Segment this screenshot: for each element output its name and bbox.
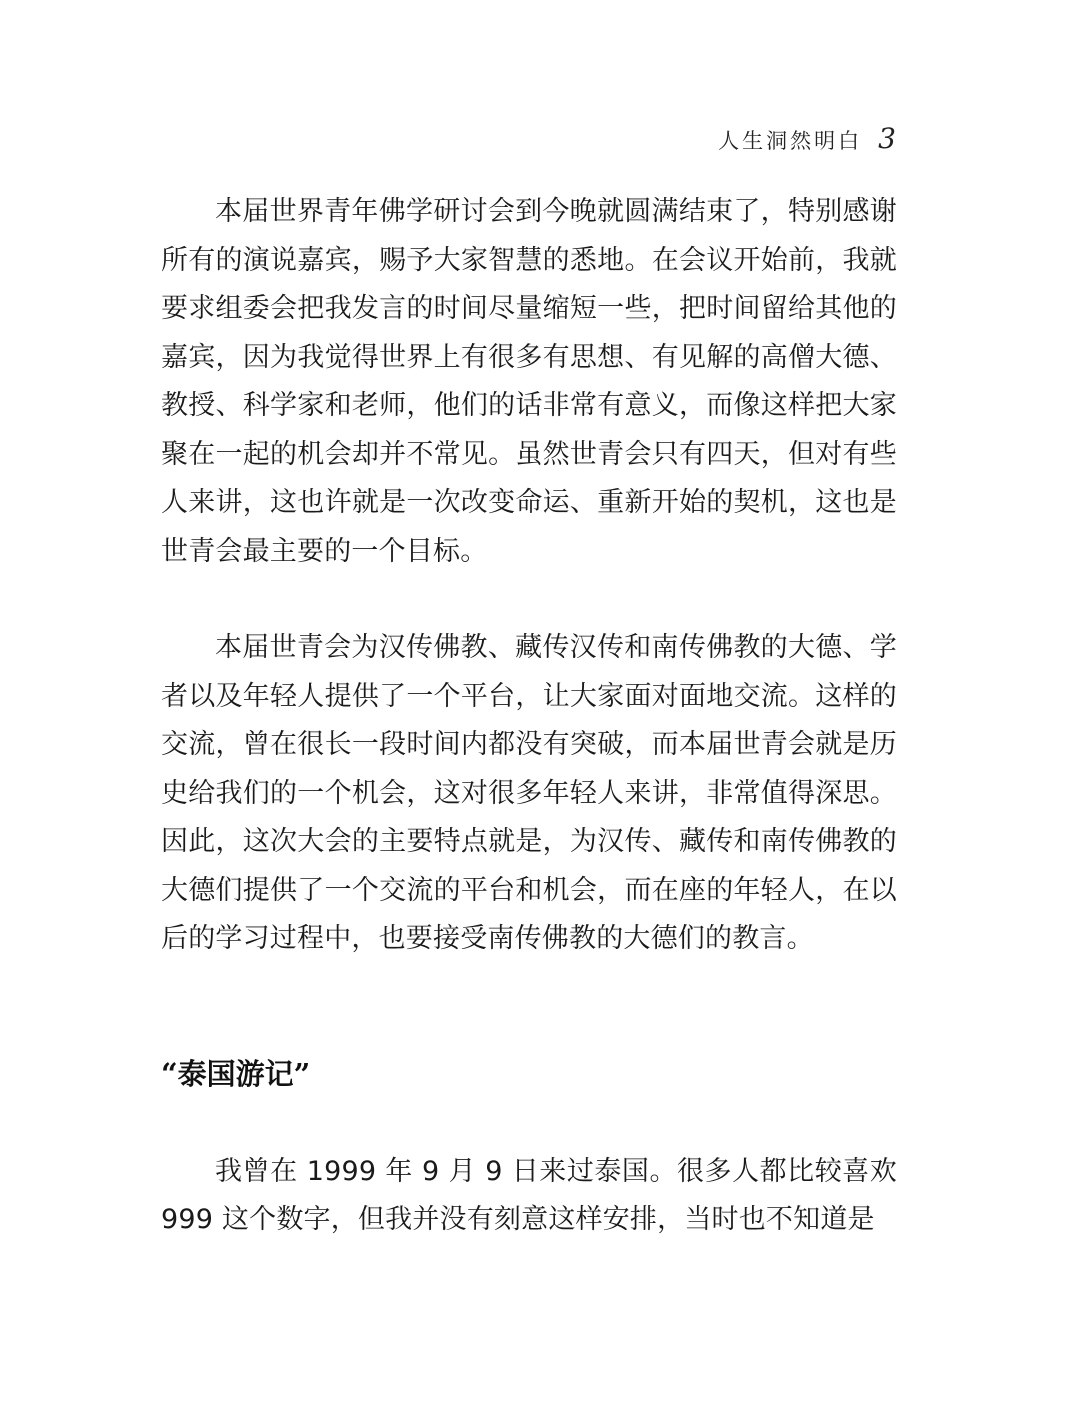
paragraph-1: 本届世界青年佛学研讨会到今晚就圆满结束了，特别感谢所有的演说嘉宾，赐予大家智慧的悉地。在会议开始前，我就要求组委会把我发言的时间尽量缩短一些，把时间留给其他的嘉宾，因为我觉得世界上有很多有思想、有见解的高僧大德、教授、科学家和老师，他们的话非常有意义，而像这样把大家聚在一起的机会却并不常见。虽然世青会只有四天，但对有些人来讲，这也许就是一次改变命运、重新开始的契机，这也是世青会最主要的一个目标。 xyxy=(161,196,897,567)
page-number: 3 xyxy=(878,122,896,155)
paragraph-2: 本届世青会为汉传佛教、藏传汉传和南传佛教的大德、学者以及年轻人提供了一个平台，让大家面对面地交流。这样的交流，曾在很长一段时间内都没有突破，而本届世青会就是历史给我们的一个机会，这对很多年轻人来讲，非常值得深思。因此，这次大会的主要特点就是，为汉传、藏传和南传佛教的大德们提供了一个交流的平台和机会，而在座的年轻人，在以后的学习过程中，也要接受南传佛教的大德们的教言。 xyxy=(161,632,897,954)
page-body xyxy=(161,188,897,1245)
running-title: 人生洞然明白 xyxy=(718,129,863,153)
section-heading: “泰国游记” xyxy=(161,1056,311,1091)
paragraph-3: 我曾在 1999 年 9 月 9 日来过泰国。很多人都比较喜欢 999 这个数字，但我并没有刻意这样安排，当时也不知道是 xyxy=(161,1155,897,1235)
page-header xyxy=(718,122,896,155)
